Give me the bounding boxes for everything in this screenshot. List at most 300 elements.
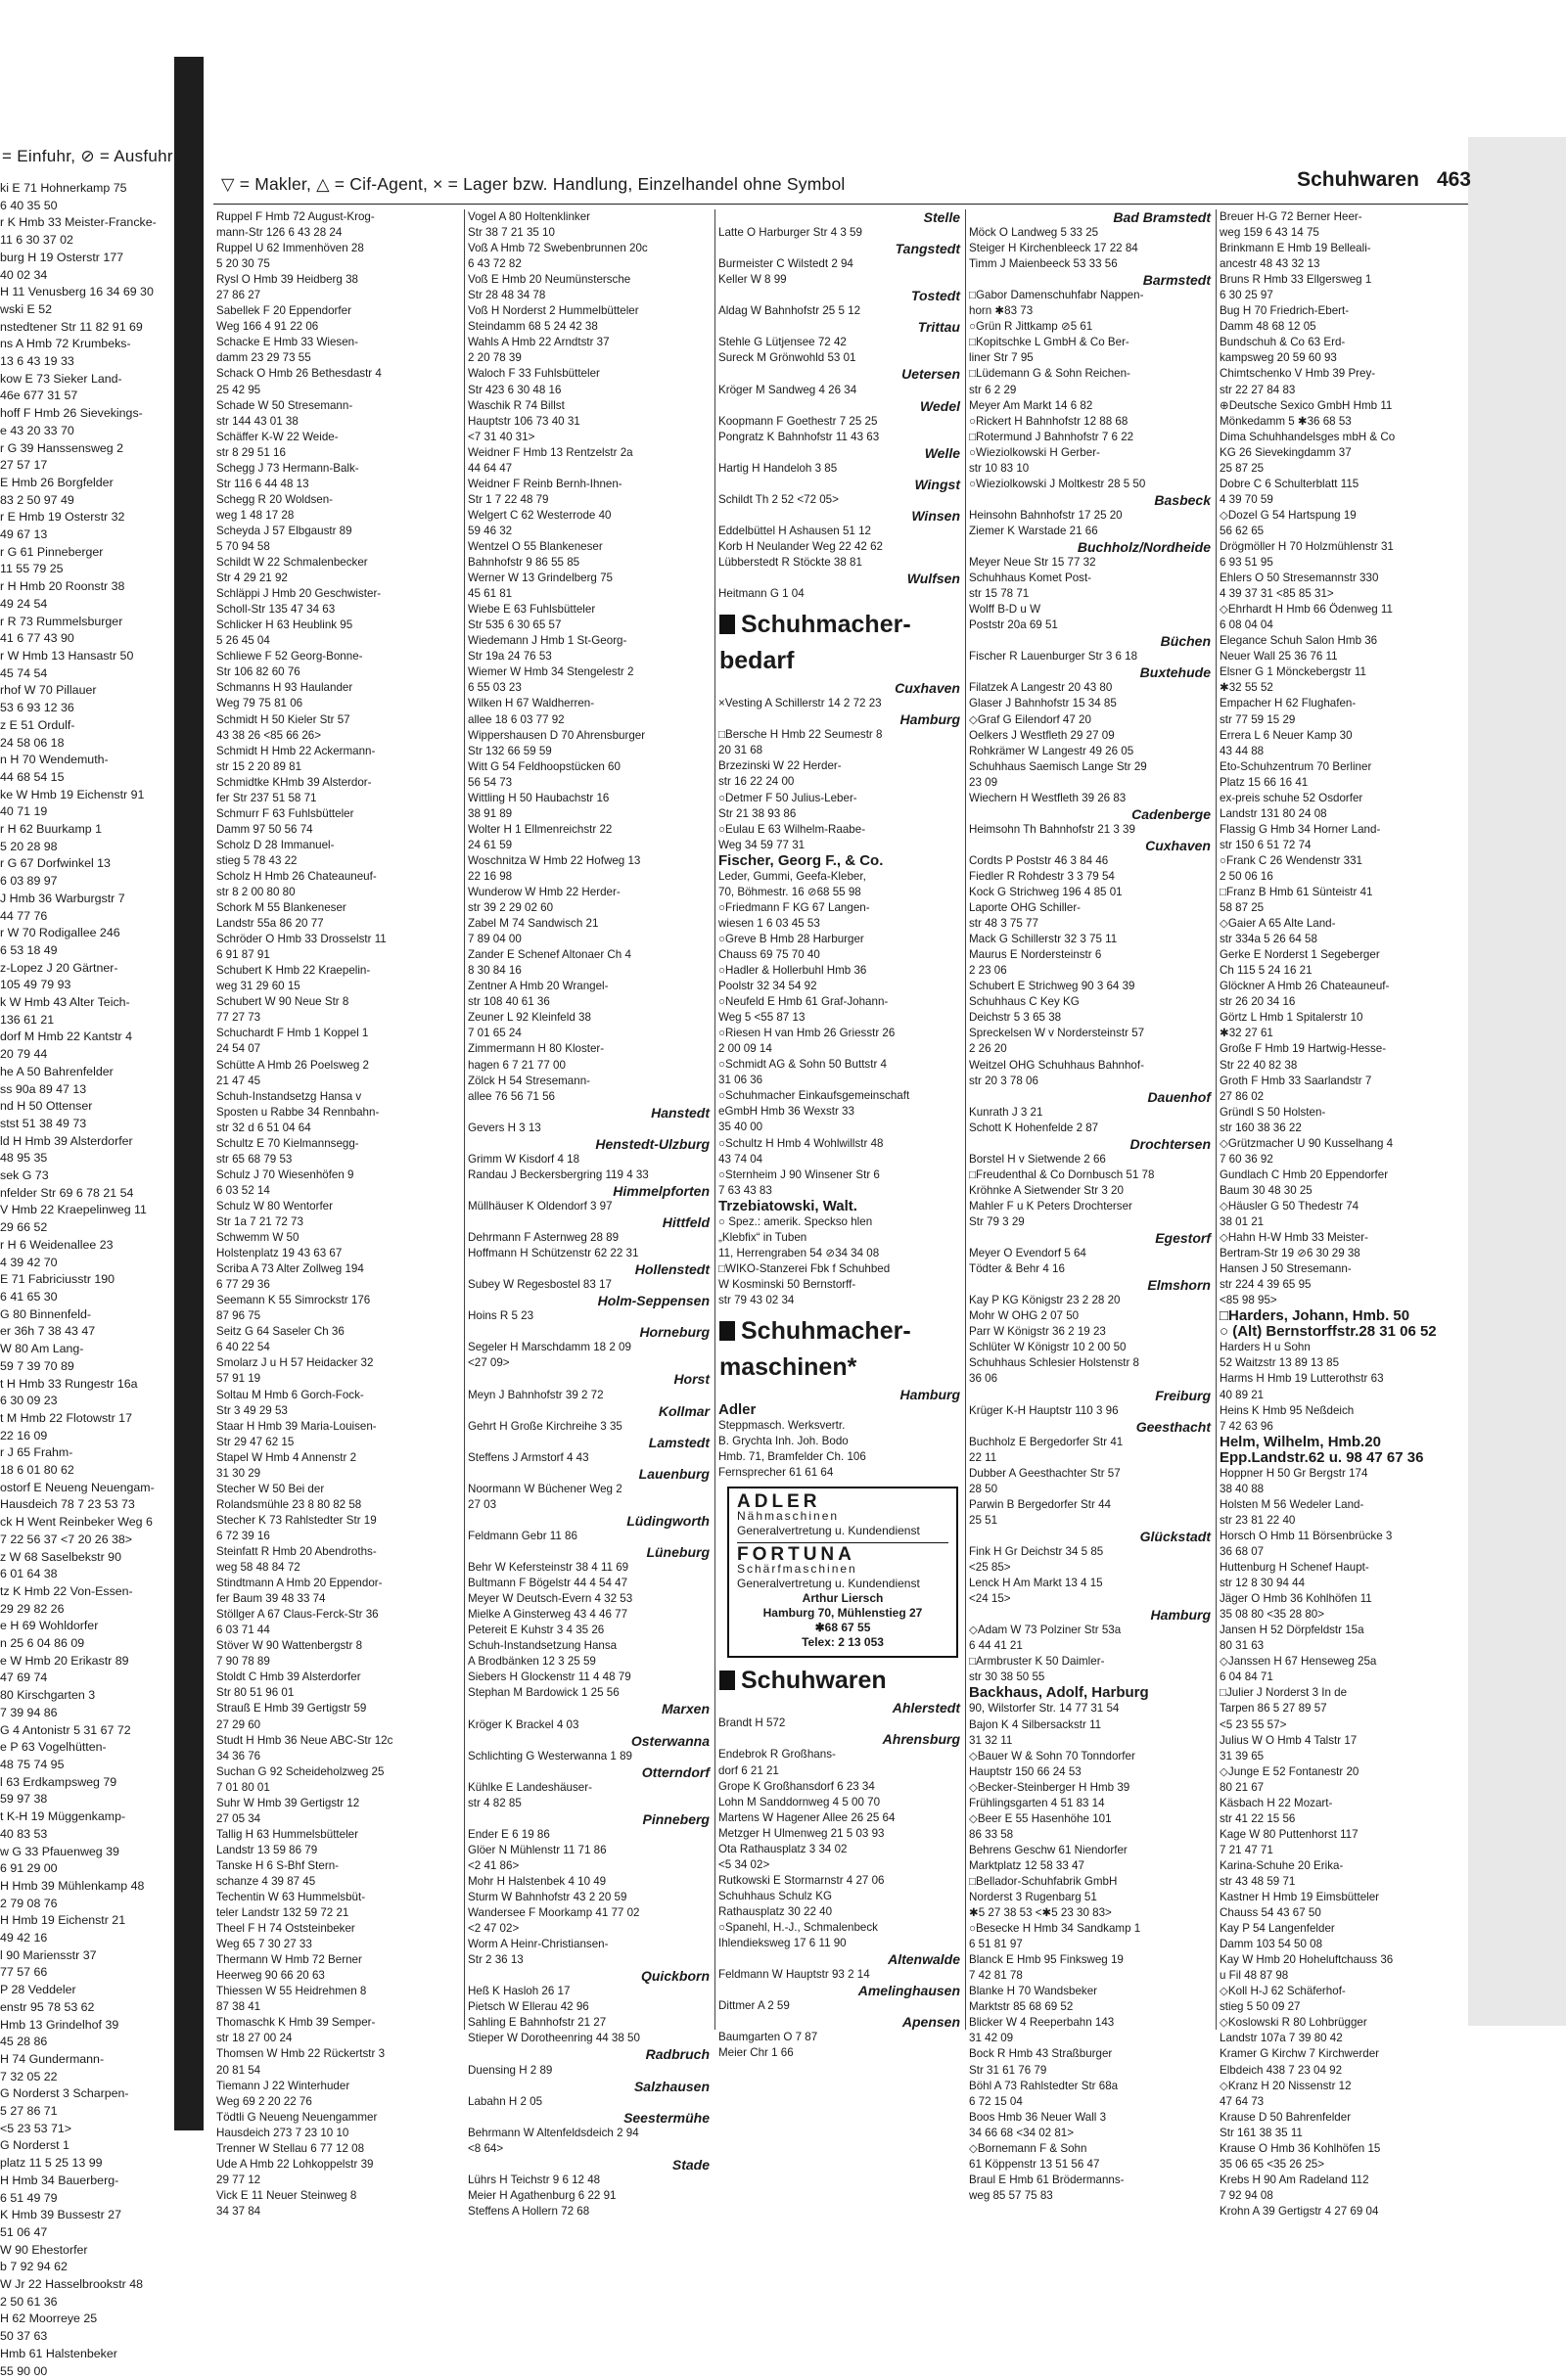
entry-continuation: 86 33 58 xyxy=(969,1827,1014,1841)
entry-continuation: 23 09 xyxy=(969,775,998,789)
directory-entry: Meier Chr 1 66 xyxy=(718,2046,794,2060)
directory-entry: Stoldt C Hmb 39 Alsterdorfer xyxy=(216,1671,361,1684)
directory-entry: Gründl S 50 Holsten- xyxy=(1220,1105,1326,1119)
left-page-line: 2 50 61 36 xyxy=(0,2294,58,2309)
directory-entry: Schildt W 22 Schmalenbecker xyxy=(216,556,368,570)
entry-continuation: Damm 103 54 50 08 xyxy=(1220,1938,1323,1951)
entry-continuation: 2 50 06 16 xyxy=(1220,869,1273,883)
place-heading: Henstedt-Ulzburg xyxy=(595,1135,710,1152)
directory-entry: Kröhnke A Sietwender Str 3 20 xyxy=(969,1183,1124,1197)
entry-continuation: 25 42 95 xyxy=(216,383,261,396)
entry-continuation: 7 60 36 92 xyxy=(1220,1152,1273,1166)
directory-entry: Behr W Kefersteinstr 38 4 11 69 xyxy=(468,1561,629,1575)
page-edge-shadow xyxy=(1468,137,1566,2026)
entry-continuation: 27 86 27 xyxy=(216,289,261,302)
directory-entry: Bultmann F Bögelstr 44 4 54 47 xyxy=(468,1577,628,1590)
place-heading: Elmshorn xyxy=(1147,1277,1211,1294)
entry-continuation: 34 37 84 xyxy=(216,2204,261,2218)
entry-continuation: Platz 15 66 16 41 xyxy=(1220,775,1309,789)
left-page-line: G 80 Binnenfeld- xyxy=(0,1306,91,1321)
entry-continuation: Landstr 131 80 24 08 xyxy=(1220,806,1327,820)
left-page-line: ostorf E Neueng Neuengam- xyxy=(0,1480,155,1494)
left-page-line: 41 6 77 43 90 xyxy=(0,631,74,646)
directory-entry: Glöer N Mühlenstr 11 71 86 xyxy=(468,1843,607,1856)
entry-continuation: Chauss 54 43 67 50 xyxy=(1220,1906,1321,1920)
place-heading: Lüneburg xyxy=(646,1543,710,1560)
entry-continuation: str 6 2 29 xyxy=(969,383,1017,396)
left-page-line: W Jr 22 Hasselbrookstr 48 xyxy=(0,2277,143,2292)
directory-entry: Feldmann W Hauptstr 93 2 14 xyxy=(718,1968,870,1982)
featured-entry: Trzebiatowski, Walt. xyxy=(718,1197,857,1214)
entry-continuation: 2 00 09 14 xyxy=(718,1042,772,1056)
entry-continuation: Norderst 3 Rugenbarg 51 xyxy=(969,1891,1097,1904)
directory-entry: Schubert W 90 Neue Str 8 xyxy=(216,995,349,1009)
entry-continuation: 5 20 30 75 xyxy=(216,257,270,271)
entry-continuation: Baum 30 48 30 25 xyxy=(1220,1183,1313,1197)
entry-continuation: 80 31 63 xyxy=(1220,1639,1265,1653)
entry-continuation: 87 96 75 xyxy=(216,1309,261,1323)
directory-entry: Baumgarten O 7 87 xyxy=(718,2031,818,2044)
left-page-line: 11 55 79 25 xyxy=(0,562,64,576)
entry-continuation: <24 15> xyxy=(969,1592,1011,1606)
directory-entry: Schildt Th 2 52 <72 05> xyxy=(718,492,839,506)
directory-entry: Grope K Großhansdorf 6 23 34 xyxy=(718,1779,875,1793)
directory-entry: Wiechern H Westfleth 39 26 83 xyxy=(969,791,1127,804)
entry-continuation: 87 38 41 xyxy=(216,2000,261,2014)
entry-continuation: 27 03 xyxy=(468,1497,497,1511)
entry-continuation: str 22 27 84 83 xyxy=(1220,383,1296,396)
directory-entry: ◇Häusler G 50 Thedestr 74 xyxy=(1220,1199,1359,1213)
directory-entry: ◇Bauer W & Sohn 70 Tonndorfer xyxy=(969,1749,1135,1762)
left-page-line: E Hmb 26 Borgfelder xyxy=(0,475,114,489)
left-page-line: z-Lopez J 20 Gärtner- xyxy=(0,960,118,975)
entry-continuation: allee 76 56 71 56 xyxy=(468,1089,555,1103)
entry-continuation: mann-Str 126 6 43 28 24 xyxy=(216,226,343,240)
directory-entry: Schlüter W Königstr 10 2 00 50 xyxy=(969,1341,1127,1354)
entry-continuation: Str 21 38 93 86 xyxy=(718,806,797,820)
entry-continuation: str 334a 5 26 64 58 xyxy=(1220,933,1317,946)
left-page-line: 7 22 56 37 <7 20 26 38> xyxy=(0,1532,133,1546)
left-page-line: 46e 677 31 57 xyxy=(0,389,78,403)
directory-entry: Parr W Königstr 36 2 19 23 xyxy=(969,1325,1106,1339)
directory-entry: Schulz J 70 Wiesenhöfen 9 xyxy=(216,1167,354,1181)
directory-entry: ○Eulau E 63 Wilhelm-Raabe- xyxy=(718,822,866,836)
entry-continuation: str 12 8 30 94 44 xyxy=(1220,1577,1306,1590)
left-page-line: 7 32 05 22 xyxy=(0,2069,58,2083)
left-page-line: 2 79 08 76 xyxy=(0,1896,58,1910)
directory-entry: Schultz E 70 Kielmannsegg- xyxy=(216,1136,359,1150)
left-page-line: 53 6 93 12 36 xyxy=(0,701,74,715)
left-page-line: e W Hmb 20 Erikastr 89 xyxy=(0,1653,129,1668)
directory-entry: Steiger H Kirchenbleeck 17 22 84 xyxy=(969,242,1138,255)
directory-entry: ◇Koll H-J 62 Schäferhof- xyxy=(1220,1985,1346,1998)
entry-continuation: Landstr 107a 7 39 80 42 xyxy=(1220,2032,1343,2045)
directory-entry: Scholz H Hmb 26 Chateauneuf- xyxy=(216,869,377,883)
directory-entry: ○Sternheim J 90 Winsener Str 6 xyxy=(718,1167,880,1181)
directory-entry: ◇Grützmacher U 90 Kusselhang 4 xyxy=(1220,1136,1394,1150)
directory-entry: Scheyda J 57 Elbgaustr 89 xyxy=(216,524,352,537)
left-page-line: 7 39 94 86 xyxy=(0,1705,58,1719)
directory-entry: Fink H Gr Deichstr 34 5 85 xyxy=(969,1544,1104,1558)
left-page-line: H 74 Gundermann- xyxy=(0,2051,105,2066)
directory-entry: Dittmer A 2 59 xyxy=(718,1999,790,2013)
entry-continuation: str 39 2 29 02 60 xyxy=(468,901,554,915)
left-page-line: r G 67 Dorfwinkel 13 xyxy=(0,856,111,871)
left-page-line: er 36h 7 38 43 47 xyxy=(0,1324,96,1339)
entry-continuation: 27 86 02 xyxy=(1220,1089,1265,1103)
place-heading: Horneburg xyxy=(639,1324,710,1341)
entry-continuation: 38 40 88 xyxy=(1220,1482,1265,1495)
entry-continuation: teler Landstr 132 59 72 21 xyxy=(216,1906,349,1920)
left-page-line: 44 77 76 xyxy=(0,908,48,923)
directory-entry: Parwin B Bergedorfer Str 44 xyxy=(969,1497,1111,1511)
directory-entry: Strauß E Hmb 39 Gertigstr 59 xyxy=(216,1702,367,1716)
directory-entry: Stephan M Bardowick 1 25 56 xyxy=(468,1686,620,1700)
directory-entry: Schork M 55 Blankeneser xyxy=(216,901,346,915)
entry-continuation: 5 70 94 58 xyxy=(216,539,270,553)
entry-continuation: fer Str 237 51 58 71 xyxy=(216,791,317,804)
directory-entry: □Gabor Damenschuhfabr Nappen- xyxy=(969,289,1144,302)
directory-entry: Vick E 11 Neuer Steinweg 8 xyxy=(216,2188,357,2202)
entry-continuation: 38 91 89 xyxy=(468,806,513,820)
entry-continuation: ancestr 48 43 32 13 xyxy=(1220,257,1320,271)
left-page-line: ck H Went Reinbeker Weg 6 xyxy=(0,1515,153,1530)
directory-entry: Wandersee F Moorkamp 41 77 02 xyxy=(468,1906,640,1920)
left-page-line: 24 58 06 18 xyxy=(0,735,65,750)
entry-continuation: 7 42 63 96 xyxy=(1220,1419,1273,1433)
adler-fortuna-advert xyxy=(727,1487,958,1658)
directory-entry: Schmanns H 93 Haulander xyxy=(216,681,353,695)
left-page-line: n H 70 Wendemuth- xyxy=(0,753,109,767)
directory-entry: Thomsen W Hmb 22 Rückertstr 3 xyxy=(216,2047,386,2061)
entry-continuation: 40 89 21 xyxy=(1220,1388,1265,1401)
featured-entry: Epp.Landstr.62 u. 98 47 67 36 xyxy=(1220,1448,1424,1466)
entry-continuation: 22 16 98 xyxy=(468,869,513,883)
directory-entry: Schuh-Instandsetzg Hansa v xyxy=(216,1089,362,1103)
entry-continuation: 77 27 73 xyxy=(216,1011,261,1025)
category-heading xyxy=(719,1318,964,1345)
directory-entry: Waloch F 33 Fuhlsbütteler xyxy=(468,367,600,381)
entry-continuation: Marktstr 85 68 69 52 xyxy=(969,2000,1074,2014)
place-heading: Cadenberge xyxy=(1131,805,1211,822)
left-page-line: b 7 92 94 62 xyxy=(0,2260,68,2274)
left-page-line: nfelder Str 69 6 78 21 54 xyxy=(0,1185,134,1200)
entry-continuation: 6 04 84 71 xyxy=(1220,1671,1273,1684)
entry-continuation: 47 64 73 xyxy=(1220,2094,1265,2108)
directory-entry: ○Wieziolkowski J Moltkestr 28 5 50 xyxy=(969,477,1146,490)
directory-entry: ◇Bornemann F & Sohn xyxy=(969,2141,1087,2155)
entry-continuation: 6 51 81 97 xyxy=(969,1938,1023,1951)
directory-entry: Brandt H 572 xyxy=(718,1716,786,1730)
section-name: Schuhwaren xyxy=(1297,168,1419,191)
entry-continuation: schanze 4 39 87 45 xyxy=(216,1874,316,1888)
directory-entry: Boos Hmb 36 Neuer Wall 3 xyxy=(969,2110,1107,2124)
directory-entry: ◇Graf G Eilendorf 47 20 xyxy=(969,712,1091,726)
left-page-line: r R 73 Rummelsburger xyxy=(0,614,123,628)
left-page-line: 47 69 74 xyxy=(0,1671,48,1685)
directory-entry: ex-preis schuhe 52 Osdorfer xyxy=(1220,791,1363,804)
entry-continuation: str 10 83 10 xyxy=(969,461,1030,475)
entry-continuation: B. Grychta Inh. Joh. Bodo xyxy=(718,1435,849,1448)
directory-entry: Stecher K 73 Rahlstedter Str 19 xyxy=(216,1513,377,1527)
directory-entry: Latte O Harburger Str 4 3 59 xyxy=(718,226,862,240)
place-heading: Seestermühe xyxy=(623,2109,710,2126)
directory-entry: □Freudenthal & Co Dornbusch 51 78 xyxy=(969,1167,1155,1181)
entry-continuation: 6 72 39 16 xyxy=(216,1529,270,1542)
entry-continuation: 43 44 88 xyxy=(1220,744,1265,757)
directory-entry: Stöllger A 67 Claus-Ferck-Str 36 xyxy=(216,1608,379,1622)
directory-entry: Große F Hmb 19 Hartwig-Hesse- xyxy=(1220,1042,1387,1056)
entry-continuation: Steindamm 68 5 24 42 38 xyxy=(468,320,598,334)
ad-subtitle-1: Nähmaschinen xyxy=(737,1509,840,1524)
left-page-line: G 4 Antonistr 5 31 67 72 xyxy=(0,1722,131,1737)
left-page-line: 27 57 17 xyxy=(0,458,48,473)
entry-continuation: weg 159 6 43 14 75 xyxy=(1220,226,1319,240)
place-heading: Amelinghausen xyxy=(857,1983,960,1999)
directory-entry: Görtz L Hmb 1 Spitalerstr 10 xyxy=(1220,1011,1363,1025)
left-page-line: n 25 6 04 86 09 xyxy=(0,1636,85,1651)
place-heading: Altenwalde xyxy=(888,1951,960,1968)
left-page-line: H Hmb 19 Eichenstr 21 xyxy=(0,1913,126,1928)
directory-entry: Heitmann G 1 04 xyxy=(718,587,805,601)
directory-entry: Steffens J Armstorf 4 43 xyxy=(468,1450,589,1464)
place-heading: Lamstedt xyxy=(648,1434,710,1450)
left-page-line: w G 33 Pfauenweg 39 xyxy=(0,1844,119,1858)
directory-entry: ○Riesen H van Hmb 26 Griesstr 26 xyxy=(718,1027,896,1040)
directory-entry: ○Besecke H Hmb 34 Sandkamp 1 xyxy=(969,1922,1141,1936)
ad-service-2: Generalvertretung u. Kundendienst xyxy=(737,1577,920,1591)
directory-entry: ◇Janssen H 67 Henseweg 25a xyxy=(1220,1655,1377,1669)
place-heading: Geesthacht xyxy=(1135,1418,1211,1435)
entry-continuation: 6 93 51 95 xyxy=(1220,556,1273,570)
left-page-line: Hmb 13 Grindelhof 39 xyxy=(0,2017,119,2032)
place-heading: Basbeck xyxy=(1154,491,1211,508)
entry-continuation: liner Str 7 95 xyxy=(969,351,1034,365)
left-page-line: 51 06 47 xyxy=(0,2224,48,2239)
place-heading: Hittfeld xyxy=(662,1214,710,1230)
directory-entry: □Julier J Norderst 3 In de xyxy=(1220,1686,1348,1700)
directory-entry: Steffens A Hollern 72 68 xyxy=(468,2204,590,2218)
entry-continuation: 45 61 81 xyxy=(468,587,513,601)
left-page-line: H Hmb 34 Bauerberg- xyxy=(0,2173,119,2187)
entry-continuation: Str 38 7 21 35 10 xyxy=(468,226,555,240)
left-page-line: 77 57 66 xyxy=(0,1965,48,1980)
ad-divider xyxy=(737,1542,948,1543)
directory-entry: Schuh-Instandsetzung Hansa xyxy=(468,1639,618,1653)
directory-entry: Seitz G 64 Saseler Ch 36 xyxy=(216,1325,345,1339)
place-heading: Drochtersen xyxy=(1129,1135,1211,1152)
entry-continuation: Str 423 6 30 48 16 xyxy=(468,383,562,396)
page-header xyxy=(213,147,1471,194)
left-page-line: ke W Hmb 19 Eichenstr 91 xyxy=(0,787,145,801)
entry-continuation: Bertram-Str 19 ⊘6 30 29 38 xyxy=(1220,1247,1360,1260)
directory-entry: Hartig H Handeloh 3 85 xyxy=(718,461,838,475)
left-page-line: nstedtener Str 11 82 91 69 xyxy=(0,319,143,334)
entry-continuation: 7 90 78 89 xyxy=(216,1655,270,1669)
directory-entry: Maurus E Nordersteinstr 6 xyxy=(969,948,1102,962)
entry-continuation: Damm 97 50 56 74 xyxy=(216,822,313,836)
directory-entry: Errera L 6 Neuer Kamp 30 xyxy=(1220,728,1353,742)
entry-continuation: stieg 5 78 43 22 xyxy=(216,853,298,867)
left-page-line: 6 01 64 38 xyxy=(0,1567,58,1581)
entry-continuation: „Klebfix“ in Tuben xyxy=(718,1230,807,1244)
category-heading xyxy=(719,648,964,674)
heading-marker xyxy=(719,615,735,634)
entry-continuation: 7 92 94 08 xyxy=(1220,2188,1273,2202)
entry-continuation: Weg 5 <55 87 13 xyxy=(718,1011,806,1025)
directory-entry: Gevers H 3 13 xyxy=(468,1121,541,1134)
directory-entry: Werner W 13 Grindelberg 75 xyxy=(468,572,613,585)
directory-entry: Lübberstedt R Stöckte 38 81 xyxy=(718,556,862,570)
column-1 xyxy=(213,209,462,2218)
directory-entry: Thermann W Hmb 72 Berner xyxy=(216,1953,362,1967)
directory-entry: Wunderow W Hmb 22 Herder- xyxy=(468,886,621,899)
left-page-line: 11 6 30 37 02 xyxy=(0,233,73,248)
directory-entry: Ruppel U 62 Immenhöven 28 xyxy=(216,242,364,255)
place-heading: Lüdingworth xyxy=(626,1512,710,1529)
category-heading xyxy=(719,1668,964,1694)
directory-entry: Dehrmann F Asternweg 28 89 xyxy=(468,1231,620,1245)
left-page-line: k W Hmb 43 Alter Teich- xyxy=(0,995,130,1010)
entry-continuation: str 8 2 00 80 80 xyxy=(216,886,296,899)
directory-entry: ◇Dozel G 54 Hartspung 19 xyxy=(1220,508,1357,522)
entry-continuation: 7 63 43 83 xyxy=(718,1183,772,1197)
directory-entry: Rohkrämer W Langestr 49 26 05 xyxy=(969,744,1134,757)
directory-entry: Kastner H Hmb 19 Eimsbütteler xyxy=(1220,1891,1380,1904)
entry-continuation: Str 161 38 35 11 xyxy=(1220,2126,1303,2139)
directory-entry: Lenck H Am Markt 13 4 15 xyxy=(969,1577,1103,1590)
directory-entry: Zölck H 54 Stresemann- xyxy=(468,1074,591,1087)
left-page-line: 6 91 29 00 xyxy=(0,1861,58,1876)
place-heading: Ahrensburg xyxy=(882,1731,960,1748)
featured-entry: Backhaus, Adolf, Harburg xyxy=(969,1684,1149,1702)
left-page-line: t K-H 19 Müggenkamp- xyxy=(0,1809,126,1824)
page-number: 463 xyxy=(1436,168,1471,191)
directory-entry: Schläppi J Hmb 20 Geschwister- xyxy=(216,587,382,601)
directory-entry: Borstel H v Sietwende 2 66 xyxy=(969,1152,1106,1166)
entry-continuation: 6 44 41 21 xyxy=(969,1639,1023,1653)
left-page-line: z W 68 Saselbekstr 90 xyxy=(0,1549,121,1564)
directory-entry: Worm A Heinr-Christiansen- xyxy=(468,1938,609,1951)
entry-continuation: str 41 22 15 56 xyxy=(1220,1811,1296,1825)
left-page-line: r H 62 Buurkamp 1 xyxy=(0,822,102,837)
directory-entry: Schade W 50 Stresemann- xyxy=(216,398,353,412)
entry-continuation: Poolstr 32 34 54 92 xyxy=(718,980,817,993)
entry-continuation: A Brodbänken 12 3 25 59 xyxy=(468,1655,596,1669)
directory-entry: ○Schultz H Hmb 4 Wohlwillstr 48 xyxy=(718,1136,884,1150)
entry-continuation: Str 80 51 96 01 xyxy=(216,1686,295,1700)
left-page-line: W 80 Am Lang- xyxy=(0,1342,84,1356)
directory-entry: Kay P 54 Langenfelder xyxy=(1220,1922,1335,1936)
place-heading: Kollmar xyxy=(658,1402,710,1419)
left-page-line: r G 61 Pinneberger xyxy=(0,544,104,559)
left-page-line: 6 40 35 50 xyxy=(0,198,58,212)
directory-entry: Zabel M 74 Sandwisch 21 xyxy=(468,917,599,931)
directory-entry: Scriba A 73 Alter Zollweg 194 xyxy=(216,1262,364,1276)
directory-entry: Mohr H Halstenbek 4 10 49 xyxy=(468,1874,607,1888)
entry-continuation: 24 61 59 xyxy=(468,838,513,851)
directory-entry: Kock G Strichweg 196 4 85 01 xyxy=(969,886,1123,899)
left-page-line: G Norderst 1 xyxy=(0,2138,69,2153)
directory-entry: Weidner F Reinb Bernh-Ihnen- xyxy=(468,477,622,490)
entry-continuation: 25 87 25 xyxy=(1220,461,1265,475)
entry-continuation: Sposten u Rabbe 34 Rennbahn- xyxy=(216,1105,380,1119)
entry-continuation: 7 01 80 01 xyxy=(216,1780,270,1794)
entry-continuation: Deichstr 5 3 65 38 xyxy=(969,1011,1062,1025)
directory-entry: Schliewe F 52 Georg-Bonne- xyxy=(216,650,363,664)
directory-entry: Suhr W Hmb 39 Gertigstr 12 xyxy=(216,1796,360,1809)
entry-continuation: 43 74 04 xyxy=(718,1152,763,1166)
directory-entry: Blanke H 70 Wandsbeker xyxy=(969,1985,1098,1998)
left-page-line: 45 28 86 xyxy=(0,2035,48,2049)
directory-entry: Scholz D 28 Immanuel- xyxy=(216,838,335,851)
featured-entry: Fischer, Georg F., & Co. xyxy=(718,851,884,869)
ad-contact-address: Hamburg 70, Mühlenstieg 27 xyxy=(762,1606,923,1621)
left-page-line: 6 03 89 97 xyxy=(0,874,58,889)
directory-entry: ×Vesting A Schillerstr 14 2 72 23 xyxy=(718,697,882,710)
entry-continuation: str 26 20 34 16 xyxy=(1220,995,1296,1009)
directory-entry: Möck O Landweg 5 33 25 xyxy=(969,226,1099,240)
entry-continuation: Marktplatz 12 58 33 47 xyxy=(969,1858,1084,1872)
directory-entry: Voß E Hmb 20 Neumünstersche xyxy=(468,273,631,287)
entry-continuation: Landstr 13 59 86 79 xyxy=(216,1843,318,1856)
directory-entry: Hansen J 50 Stresemann- xyxy=(1220,1262,1352,1276)
directory-entry: Jäger O Hmb 36 Kohlhöfen 11 xyxy=(1220,1592,1372,1606)
entry-continuation: damm 23 29 73 55 xyxy=(216,351,311,365)
directory-entry: Metzger H Ulmenweg 21 5 03 93 xyxy=(718,1826,885,1840)
directory-entry: Mohr W OHG 2 07 50 xyxy=(969,1309,1080,1323)
directory-entry: Kröger K Brackel 4 03 xyxy=(468,1717,579,1731)
left-page-line: hoff F Hmb 26 Sievekings- xyxy=(0,406,143,421)
entry-continuation: 34 66 68 <34 02 81> xyxy=(969,2126,1075,2139)
left-page-line: 5 20 28 98 xyxy=(0,839,58,853)
directory-entry: Schwemm W 50 xyxy=(216,1231,299,1245)
entry-continuation: 20 31 68 xyxy=(718,744,763,757)
directory-entry: Julius W O Hmb 4 Talstr 17 xyxy=(1220,1733,1358,1747)
left-page-line: r W 70 Rodigallee 246 xyxy=(0,926,120,940)
left-page-line: sek G 73 xyxy=(0,1168,49,1183)
entry-continuation: Weg 34 59 77 31 xyxy=(718,838,806,851)
entry-continuation: 7 89 04 00 xyxy=(468,933,522,946)
entry-continuation: Weg 65 7 30 27 33 xyxy=(216,1938,312,1951)
directory-entry: Schuhhaus Schlesier Holstenstr 8 xyxy=(969,1356,1139,1370)
directory-entry: Ude A Hmb 22 Lohkoppelstr 39 xyxy=(216,2157,374,2171)
entry-continuation: 4 39 70 59 xyxy=(1220,492,1273,506)
directory-entry: Fiedler R Rohdestr 3 3 79 54 xyxy=(969,869,1115,883)
directory-entry: Stieper W Dorotheenring 44 38 50 xyxy=(468,2032,640,2045)
directory-entry: Grimm W Kisdorf 4 18 xyxy=(468,1152,580,1166)
directory-entry: Burmeister C Wilstedt 2 94 xyxy=(718,257,853,271)
directory-entry: Stecher W 50 Bei der xyxy=(216,1482,325,1495)
entry-continuation: Bahnhofstr 9 86 55 85 xyxy=(468,556,580,570)
directory-entry: Schlicker H 63 Heublink 95 xyxy=(216,618,353,632)
featured-entry: □Harders, Johann, Hmb. 50 xyxy=(1220,1307,1410,1325)
directory-entry: Schröder O Hmb 33 Drosselstr 11 xyxy=(216,933,387,946)
left-page-line: W 90 Ehestorfer xyxy=(0,2242,88,2257)
directory-entry: Welgert C 62 Westerrode 40 xyxy=(468,508,612,522)
directory-entry: Krause D 50 Bahrenfelder xyxy=(1220,2110,1352,2124)
directory-entry: Tallig H 63 Hummelsbütteler xyxy=(216,1827,358,1841)
directory-entry: Heinsohn Bahnhofstr 17 25 20 xyxy=(969,508,1123,522)
directory-entry: Schmidt H 50 Kieler Str 57 xyxy=(216,712,350,726)
directory-entry: □Armbruster K 50 Daimler- xyxy=(969,1655,1105,1669)
entry-continuation: Weg 166 4 91 22 06 xyxy=(216,320,319,334)
directory-entry: Horsch O Hmb 11 Börsenbrücke 3 xyxy=(1220,1529,1393,1542)
entry-continuation: 80 21 67 xyxy=(1220,1780,1265,1794)
entry-continuation: KG 26 Sievekingdamm 37 xyxy=(1220,445,1352,459)
left-page-line: 5 27 86 71 xyxy=(0,2104,58,2119)
directory-entry: Bajon K 4 Silbersackstr 11 xyxy=(969,1717,1102,1731)
